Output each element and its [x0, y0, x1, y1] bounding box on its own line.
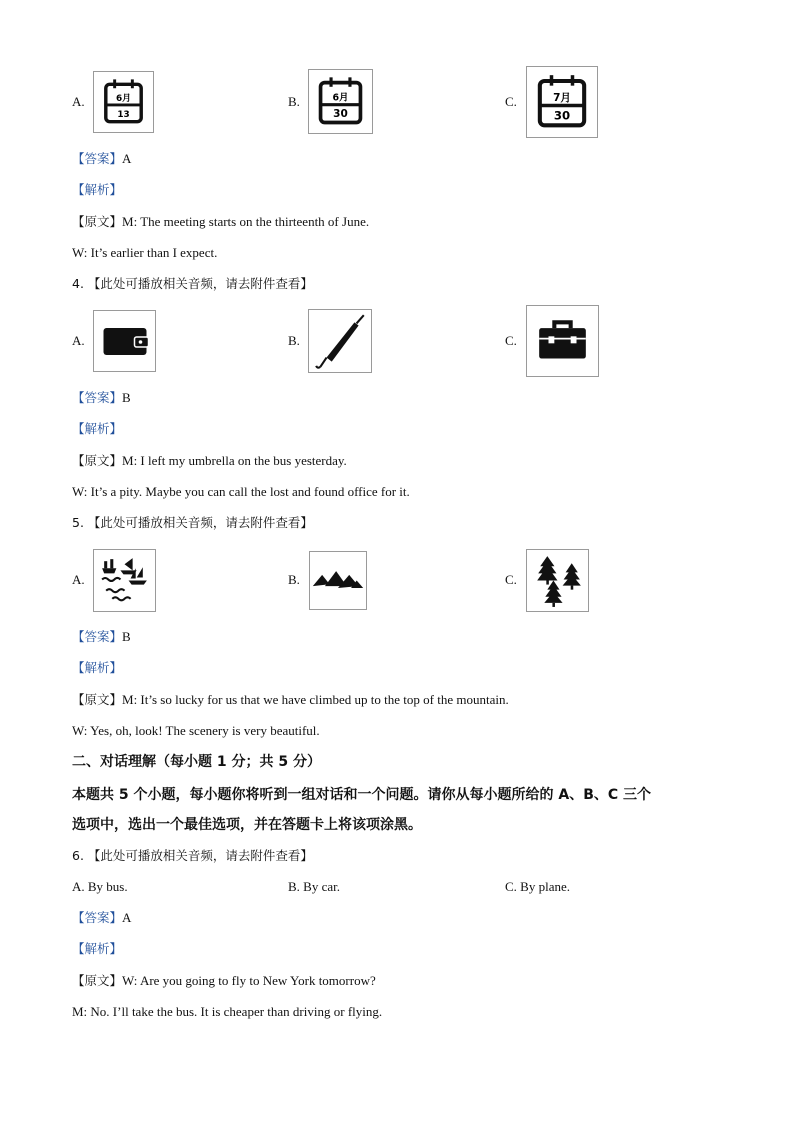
- calendar-june-13-icon: [93, 71, 154, 133]
- option-b-label: B.: [288, 572, 300, 587]
- option-c-text: C. By plane.: [505, 879, 570, 894]
- q3-transcript-2: W: It’s earlier than I expect.: [72, 245, 218, 260]
- calendar-day: 30: [333, 108, 348, 121]
- q4-heading: 4. 【此处可播放相关音频，请去附件查看】: [72, 276, 313, 291]
- wallet-icon: [93, 310, 156, 372]
- option-c-label: C.: [505, 94, 517, 109]
- q6-transcript-1: 【原文】W: Are you going to fly to New York tomorrow?: [72, 973, 376, 988]
- q5-analysis: 【解析】: [72, 660, 123, 675]
- option-a-label: A.: [72, 333, 85, 348]
- option-a-text: A. By bus.: [72, 879, 128, 894]
- umbrella-icon: [308, 309, 372, 373]
- calendar-month: 6月: [332, 92, 349, 104]
- calendar-month: 7月: [553, 91, 571, 104]
- q4-answer: 【答案】B: [72, 390, 131, 405]
- option-b-label: B.: [288, 94, 300, 109]
- q5-transcript-1: 【原文】M: It’s so lucky for us that we have climbed up to the top of the mountain.: [72, 692, 509, 707]
- q4-analysis: 【解析】: [72, 421, 123, 436]
- q3-analysis: 【解析】: [72, 182, 123, 197]
- q4-transcript-2: W: It’s a pity. Maybe you can call the lost and found office for it.: [72, 484, 410, 499]
- sea-ships-icon: [93, 549, 156, 612]
- q6-answer: 【答案】A: [72, 910, 132, 925]
- option-b-text: B. By car.: [288, 879, 340, 894]
- q4-transcript-1: 【原文】M: I left my umbrella on the bus yesterday.: [72, 453, 347, 468]
- mountains-icon: [309, 551, 367, 610]
- section-instruction-2: 选项中，选出一个最佳选项，并在答题卡上将该项涂黑。: [72, 817, 422, 833]
- q6-transcript-2: M: No. I’ll take the bus. It is cheaper than driving or flying.: [72, 1004, 383, 1019]
- calendar-month: 6月: [116, 94, 131, 105]
- briefcase-icon: [526, 305, 599, 377]
- calendar-day: 30: [553, 108, 571, 123]
- option-c-label: C.: [505, 572, 517, 587]
- option-a-label: A.: [72, 572, 85, 587]
- calendar-july-30-icon: [526, 66, 598, 138]
- option-a-label: A.: [72, 94, 85, 109]
- option-b-label: B.: [288, 333, 300, 348]
- q5-answer: 【答案】B: [72, 629, 131, 644]
- q6-heading: 6. 【此处可播放相关音频，请去附件查看】: [72, 848, 313, 863]
- section-instruction-1: 本题共 5 个小题，每小题你将听到一组对话和一个问题。请你从每小题所给的 A、B、C 三个: [72, 787, 652, 803]
- q5-transcript-2: W: Yes, oh, look! The scenery is very beautiful.: [72, 723, 320, 738]
- q5-heading: 5. 【此处可播放相关音频，请去附件查看】: [72, 515, 313, 530]
- q6-analysis: 【解析】: [72, 941, 123, 956]
- section-title: 二、对话理解（每小题 1 分；共 5 分）: [72, 754, 321, 770]
- calendar-day: 13: [117, 109, 130, 120]
- q3-transcript-1: 【原文】M: The meeting starts on the thirteenth of June.: [72, 214, 370, 229]
- calendar-june-30-icon: [308, 69, 373, 134]
- q3-answer: 【答案】A: [72, 151, 132, 166]
- trees-icon: [526, 549, 589, 612]
- option-c-label: C.: [505, 333, 517, 348]
